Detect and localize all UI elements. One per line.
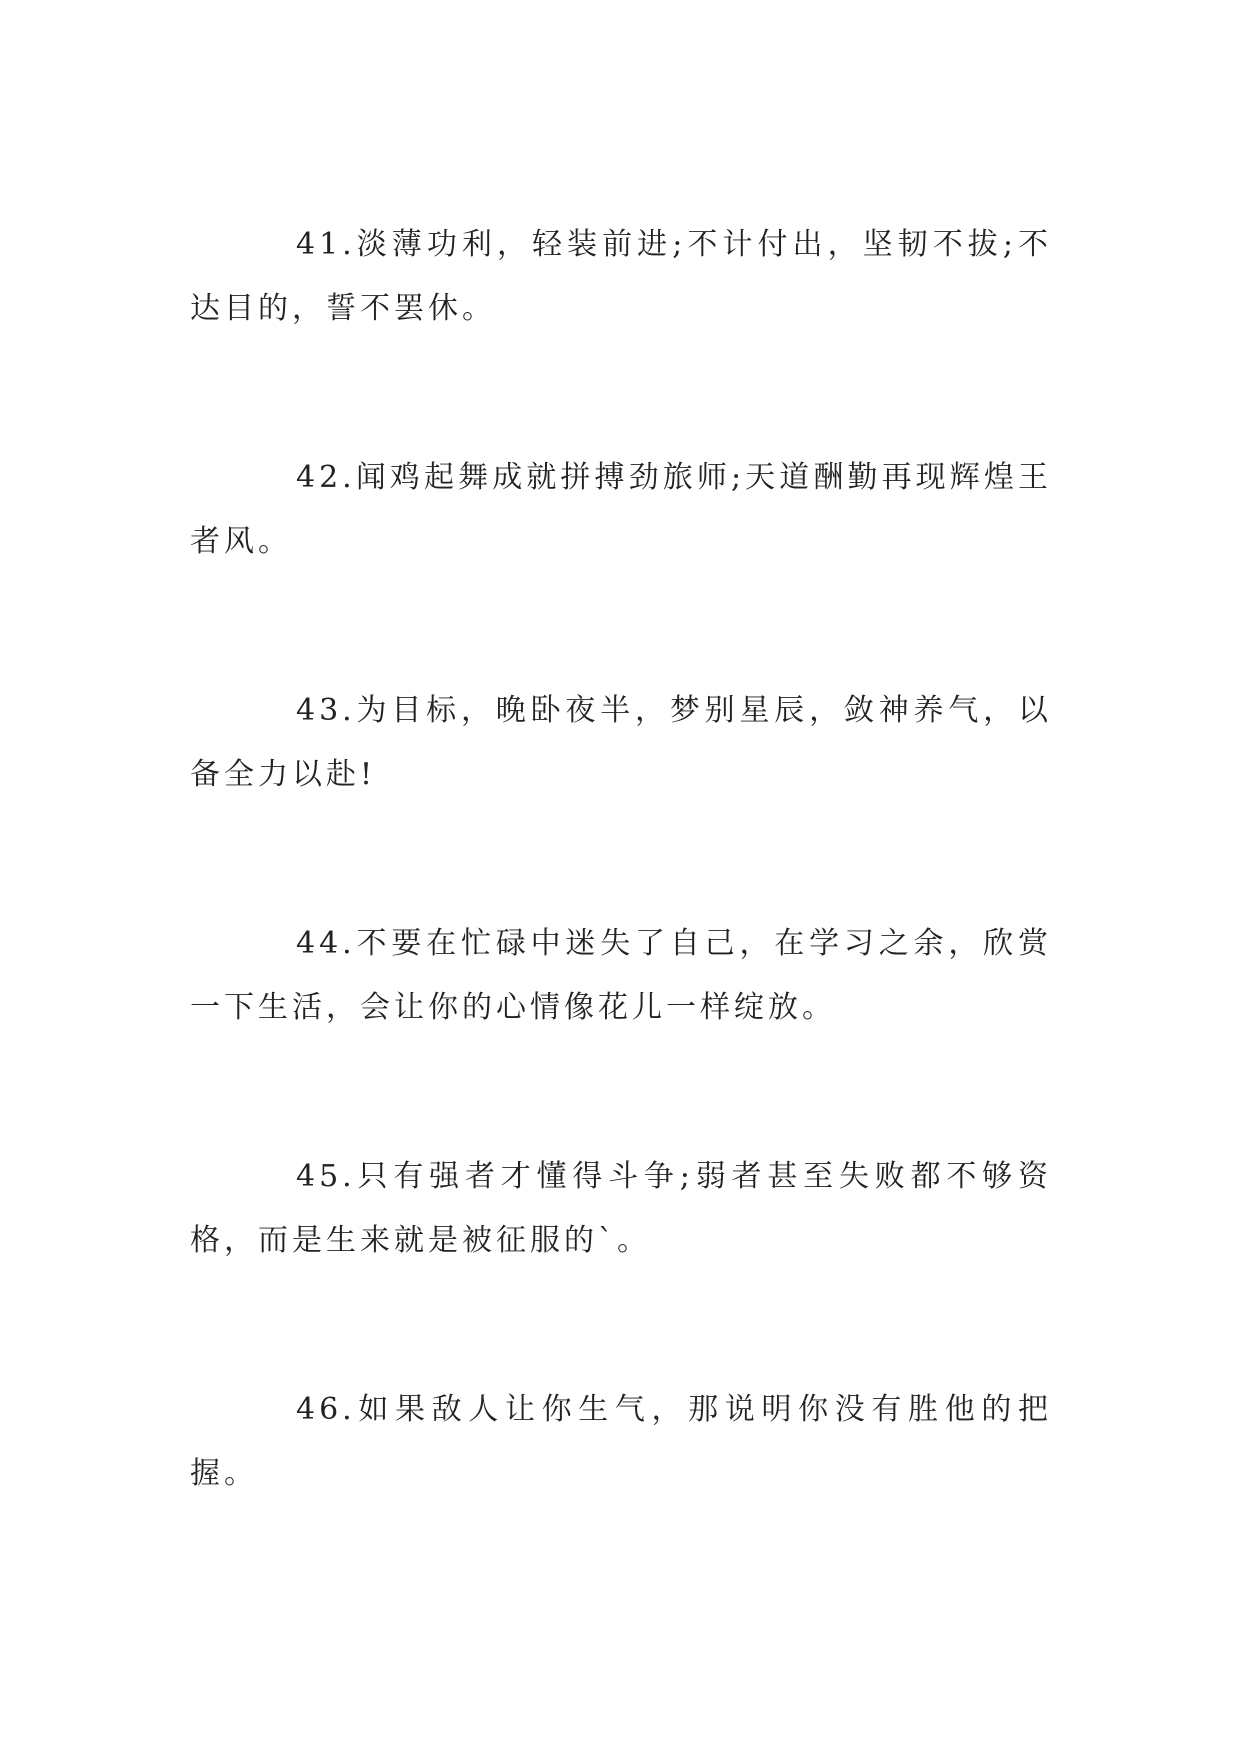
quote-paragraph-45: 45.只有强者才懂得斗争;弱者甚至失败都不够资格，而是生来就是被征服的`。 (190, 1159, 1052, 1258)
quote-paragraph-42: 42.闻鸡起舞成就拼搏劲旅师;天道酬勤再现辉煌王者风。 (190, 460, 1052, 559)
quote-paragraph-44: 44.不要在忙碌中迷失了自己，在学习之余，欣赏一下生活，会让你的心情像花儿一样绽放。 (190, 926, 1052, 1025)
quote-paragraph-41: 41.淡薄功利，轻装前进;不计付出，坚韧不拔;不达目的，誓不罢休。 (190, 227, 1052, 326)
quote-paragraph-46: 46.如果敌人让你生气，那说明你没有胜他的把握。 (190, 1392, 1052, 1491)
quote-paragraph-43: 43.为目标，晚卧夜半，梦别星辰，敛神养气，以备全力以赴! (190, 693, 1052, 792)
